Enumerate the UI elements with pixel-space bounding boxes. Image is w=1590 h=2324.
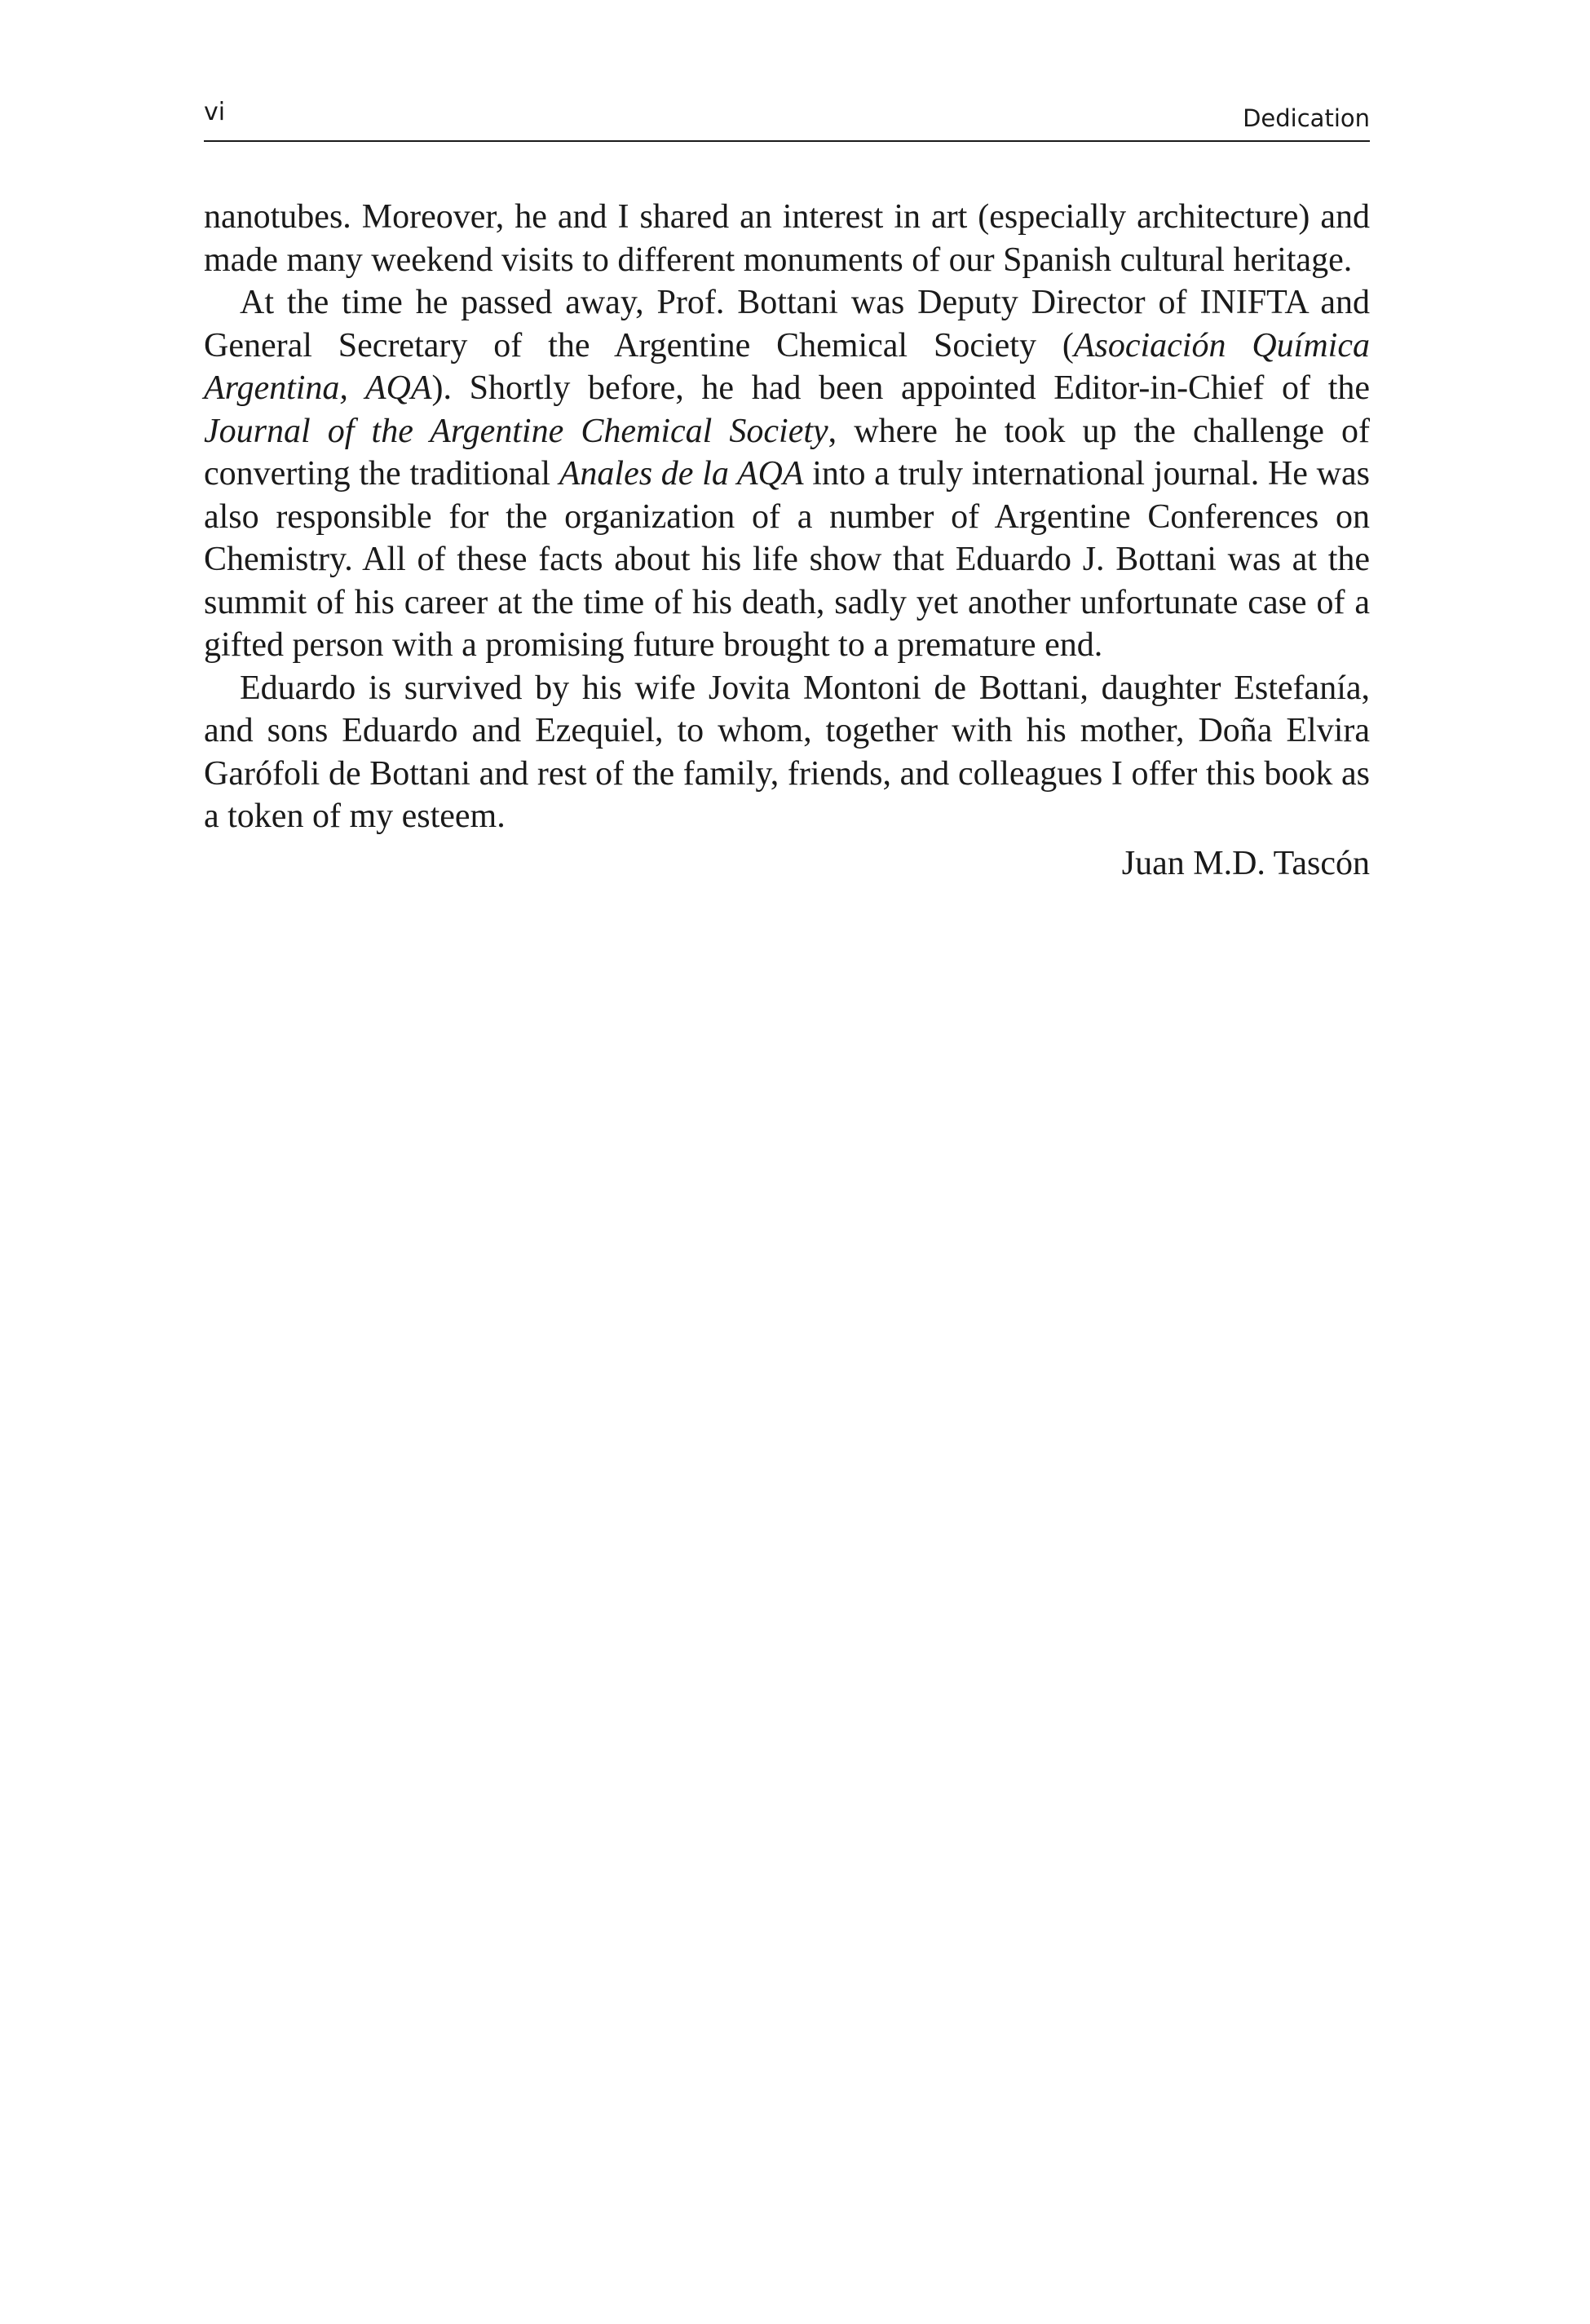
paragraph-text: At the time he passed away, Prof. Bottani was Deputy Director of INIFTA and General Secretary of the Argentine Chemical Society ( [204, 284, 1370, 365]
running-header [204, 90, 1370, 142]
book-page [204, 90, 1370, 885]
journal-title-italic: Journal of the Argentine Chemical Society [204, 412, 828, 450]
paragraph-text: Eduardo is survived by his wife Jovita Montoni de Bottani, daughter Estefanía, and sons Eduardo and Ezequiel, to whom, together with his mother, Doña Elvira Garófoli de Bottani and rest of the family, friends, and colleagues I offer this book as a token of my esteem. [204, 669, 1370, 835]
paragraph-family [204, 667, 1370, 838]
paragraph-text: , where he took up the challenge of converting the traditional [204, 412, 1370, 493]
society-name-italic: Asociación Química Argentina, AQA [204, 326, 1370, 407]
paragraph-text: nanotubes. Moreover, he and I shared an interest in art (especially architecture) and made many weekend visits to different monuments of our Spanish cultural heritage. [204, 198, 1370, 279]
anales-title-italic: Anales de la AQA [559, 455, 804, 493]
dedication-text [204, 196, 1370, 838]
paragraph-text: into a truly international journal. He was also responsible for the organization of a number of Argentine Conferences on Chemistry. All of these facts about his life show that Eduardo J. Bottani was at the summit of his career at the time of his death, sadly yet another unfortunate case of a gifted person with a promising future brought to a premature end. [204, 455, 1370, 664]
signature: Juan M.D. Tascón [1121, 844, 1370, 882]
paragraph-career [204, 281, 1370, 667]
paragraph-continuation [204, 196, 1370, 281]
paragraph-text: ). Shortly before, he had been appointed Editor-in-Chief of the [431, 369, 1371, 407]
section-title: Dedication [1243, 104, 1370, 132]
page-number: vi [204, 98, 226, 126]
